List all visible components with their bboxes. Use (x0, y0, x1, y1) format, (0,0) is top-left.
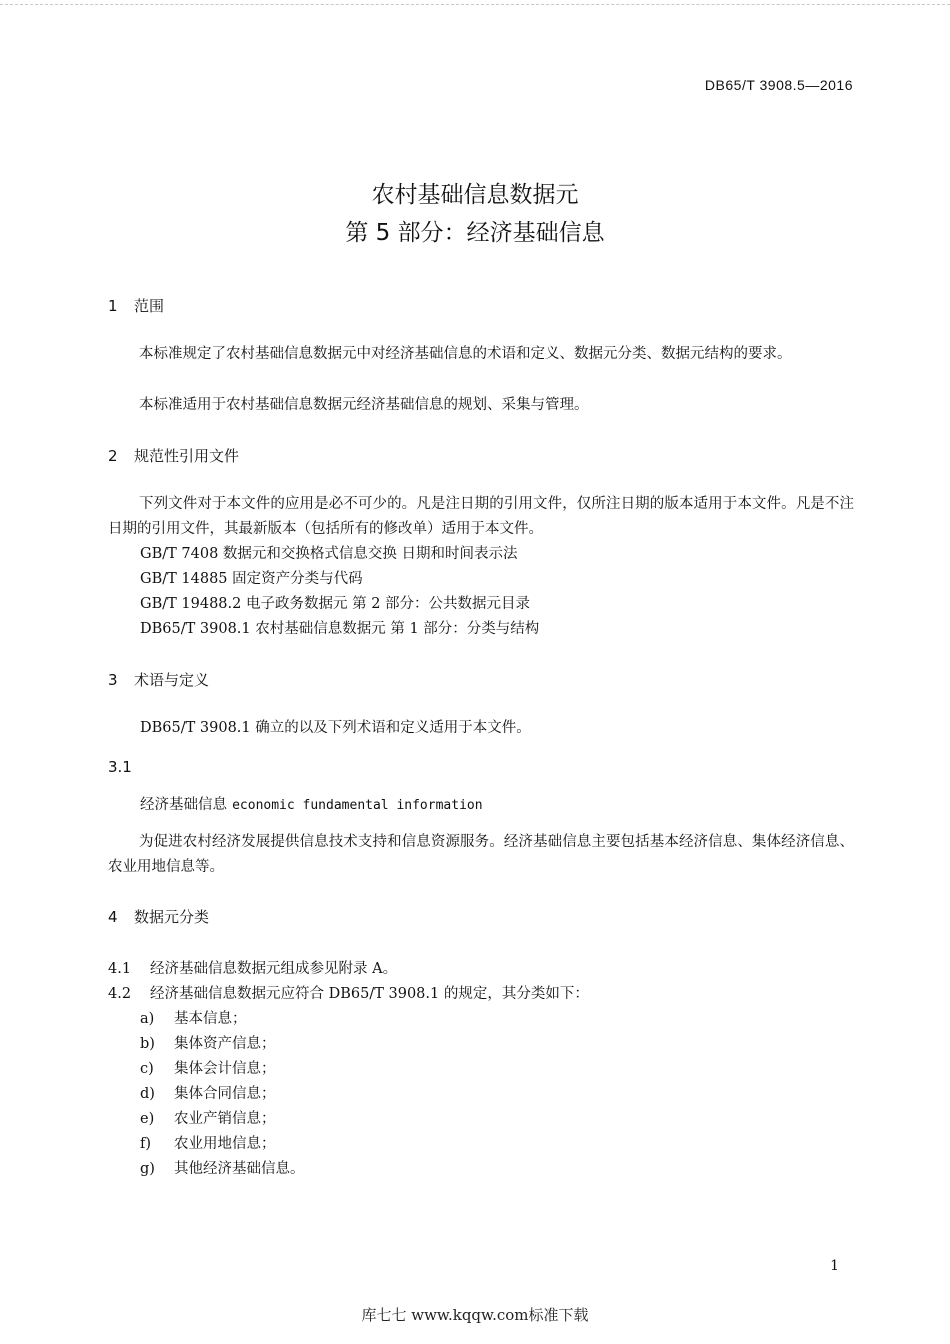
section-3-heading (108, 669, 209, 690)
footer-watermark: 库七七 www.kqqw.com标准下载 (361, 1306, 589, 1324)
list-item (140, 1132, 276, 1153)
term-name-zh: 经济基础信息 (140, 797, 227, 813)
term-number: 3.1 (108, 758, 132, 776)
list-text: 农业产销信息； (174, 1111, 276, 1127)
section-number: 3 (108, 671, 118, 689)
reference-item: GB/T 19488.2 电子政务数据元 第 2 部分：公共数据元目录 (140, 596, 531, 612)
section-title: 范围 (134, 297, 165, 315)
section-number: 1 (108, 297, 118, 315)
scope-paragraph-2: 本标准适用于农村基础信息数据元经济基础信息的规划、采集与管理。 (139, 397, 589, 413)
list-marker: e) (140, 1111, 155, 1127)
list-item (140, 1157, 305, 1178)
clause-text: 经济基础信息数据元组成参见附录 A。 (150, 961, 398, 977)
list-marker: b) (140, 1036, 155, 1052)
list-item (140, 1082, 276, 1103)
list-item (140, 1107, 276, 1128)
section-4-heading (108, 906, 209, 927)
title-line-1: 农村基础信息数据元 (371, 182, 579, 208)
title-line-2: 第 5 部分：经济基础信息 (345, 220, 605, 246)
section-1-heading (108, 295, 164, 316)
list-marker: c) (140, 1061, 154, 1077)
list-text: 农业用地信息； (174, 1136, 276, 1152)
scope-paragraph-1: 本标准规定了农村基础信息数据元中对经济基础信息的术语和定义、数据元分类、数据元结构的要求。 (139, 346, 792, 362)
clause-4-1 (108, 957, 397, 978)
term-entry (140, 793, 483, 814)
list-marker: a) (140, 1011, 155, 1027)
term-definition: 为促进农村经济发展提供信息技术支持和信息资源服务。经济基础信息主要包括基本经济信息、集体经济信息、农业用地信息等。 (108, 834, 854, 875)
list-marker: g) (140, 1161, 155, 1177)
list-text: 其他经济基础信息。 (174, 1161, 305, 1177)
list-text: 基本信息； (174, 1011, 247, 1027)
section-number: 4 (108, 908, 118, 926)
references-intro: 下列文件对于本文件的应用是必不可少的。凡是注日期的引用文件，仅所注日期的版本适用于本文件。凡是不注日期的引用文件，其最新版本（包括所有的修改单）适用于本文件。 (108, 496, 854, 537)
page-number: 1 (830, 1258, 839, 1274)
list-item (140, 1007, 247, 1028)
section-number: 2 (108, 447, 118, 465)
reference-item: GB/T 7408 数据元和交换格式信息交换 日期和时间表示法 (140, 546, 518, 562)
list-item (140, 1057, 276, 1078)
section-title: 规范性引用文件 (134, 447, 240, 465)
list-text: 集体会计信息； (174, 1061, 276, 1077)
term-name-en: economic fundamental information (232, 798, 483, 813)
terms-intro: DB65/T 3908.1 确立的以及下列术语和定义适用于本文件。 (140, 720, 531, 736)
clause-number: 4.2 (108, 986, 132, 1002)
list-text: 集体资产信息； (174, 1036, 276, 1052)
list-text: 集体合同信息； (174, 1086, 276, 1102)
section-title: 术语与定义 (134, 671, 210, 689)
section-2-heading (108, 445, 239, 466)
reference-item: GB/T 14885 固定资产分类与代码 (140, 571, 363, 587)
top-border-dashes (0, 0, 950, 5)
clause-text: 经济基础信息数据元应符合 DB65/T 3908.1 的规定，其分类如下： (150, 986, 589, 1002)
section-title: 数据元分类 (134, 908, 210, 926)
list-marker: d) (140, 1086, 155, 1102)
list-item (140, 1032, 276, 1053)
list-marker: f) (140, 1136, 152, 1152)
document-code: DB65/T 3908.5—2016 (704, 77, 853, 93)
reference-item: DB65/T 3908.1 农村基础信息数据元 第 1 部分：分类与结构 (140, 621, 540, 637)
clause-number: 4.1 (108, 961, 132, 977)
clause-4-2 (108, 982, 589, 1003)
